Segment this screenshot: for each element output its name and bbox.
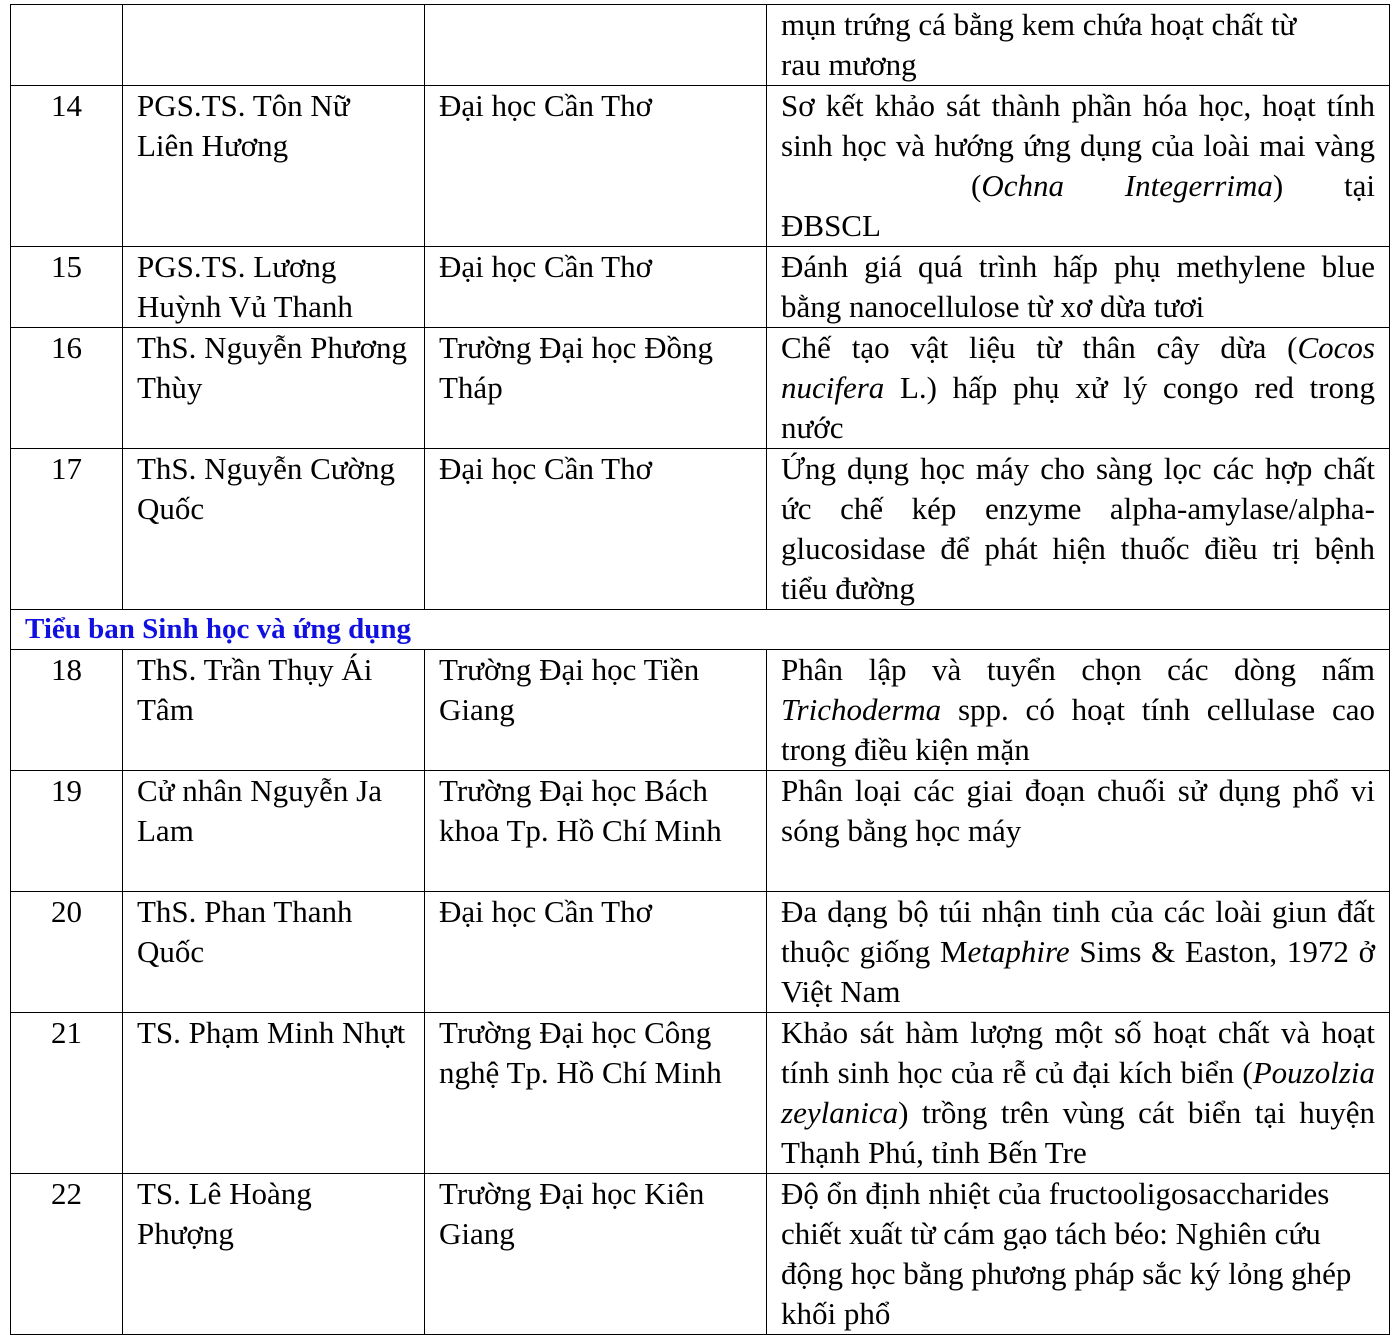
- cell-title: Đa dạng bộ túi nhận tinh của các loài giun đất thuộc giống Metaphire Sims & Easton, 1972 ở Việt Nam: [767, 892, 1390, 1013]
- presentation-table: [10, 4, 1390, 1335]
- table-row: [11, 1174, 1390, 1335]
- cell-presenter: ThS. Phan Thanh Quốc: [123, 892, 425, 1013]
- table-row: [11, 328, 1390, 449]
- cell-title: Khảo sát hàm lượng một số hoạt chất và hoạt tính sinh học của rễ củ đại kích biển (Pouzolzia zeylanica) trồng trên vùng cát biển tại huyện Thạnh Phú, tỉnh Bến Tre: [767, 1013, 1390, 1174]
- cell-institution: Trường Đại học Công nghệ Tp. Hồ Chí Minh: [425, 1013, 767, 1174]
- cell-presenter: ThS. Trần Thụy Ái Tâm: [123, 650, 425, 771]
- cell-institution: Trường Đại học Kiên Giang: [425, 1174, 767, 1335]
- species-name: etaphire: [967, 934, 1070, 969]
- cell-number: 14: [11, 86, 123, 247]
- table-row: [11, 86, 1390, 247]
- cell-title: Ứng dụng học máy cho sàng lọc các hợp chất ức chế kép enzyme alpha-amylase/alpha-glucosidase để phát hiện thuốc điều trị bệnh tiểu đường: [767, 449, 1390, 610]
- species-name: Pouzolzia zeylanica: [781, 1055, 1375, 1130]
- cell-institution: Trường Đại học Đồng Tháp: [425, 328, 767, 449]
- cell-institution: Trường Đại học Bách khoa Tp. Hồ Chí Minh: [425, 771, 767, 892]
- cell-number: 16: [11, 328, 123, 449]
- cell-title: Chế tạo vật liệu từ thân cây dừa (Cocos nucifera L.) hấp phụ xử lý congo red trong nước: [767, 328, 1390, 449]
- cell-number: 15: [11, 247, 123, 328]
- cell-presenter: PGS.TS. Tôn Nữ Liên Hương: [123, 86, 425, 247]
- species-name: Trichoderma: [781, 692, 942, 727]
- cell-title: Phân loại các giai đoạn chuối sử dụng phổ vi sóng bằng học máy: [767, 771, 1390, 892]
- cell-title: Độ ổn định nhiệt của fructooligosaccharides chiết xuất từ cám gạo tách béo: Nghiên cứu động học bằng phương pháp sắc ký lỏng ghép khối phổ: [767, 1174, 1390, 1335]
- species-name: Cocos nucifera: [781, 330, 1375, 405]
- cell-presenter: TS. Phạm Minh Nhựt: [123, 1013, 425, 1174]
- cell-title: Sơ kết khảo sát thành phần hóa học, hoạt tính sinh học và hướng ứng dụng của loài mai vàng (Ochna Integerrima) tại ĐBSCL: [767, 86, 1390, 247]
- cell-presenter: ThS. Nguyễn Cường Quốc: [123, 449, 425, 610]
- cell-institution: [425, 5, 767, 86]
- table-row: [11, 1013, 1390, 1174]
- cell-presenter: TS. Lê Hoàng Phượng: [123, 1174, 425, 1335]
- cell-number: 18: [11, 650, 123, 771]
- cell-presenter: Cử nhân Nguyễn Ja Lam: [123, 771, 425, 892]
- title-line: rau mương: [781, 47, 917, 82]
- cell-title: Đánh giá quá trình hấp phụ methylene blue bằng nanocellulose từ xơ dừa tươi: [767, 247, 1390, 328]
- cell-institution: Đại học Cần Thơ: [425, 86, 767, 247]
- table-row: [11, 650, 1390, 771]
- table-row: [11, 771, 1390, 892]
- cell-number: 21: [11, 1013, 123, 1174]
- table-row: [11, 892, 1390, 1013]
- cell-institution: Đại học Cần Thơ: [425, 449, 767, 610]
- section-header-row: [11, 610, 1390, 650]
- cell-institution: Đại học Cần Thơ: [425, 892, 767, 1013]
- cell-number: 20: [11, 892, 123, 1013]
- cell-institution: Trường Đại học Tiền Giang: [425, 650, 767, 771]
- title-line: mụn trứng cá bằng kem chứa hoạt chất từ: [781, 7, 1297, 42]
- cell-institution: Đại học Cần Thơ: [425, 247, 767, 328]
- table-row-continuation: [11, 5, 1390, 86]
- cell-number: [11, 5, 123, 86]
- table-row: [11, 449, 1390, 610]
- cell-number: 17: [11, 449, 123, 610]
- cell-presenter: PGS.TS. Lương Huỳnh Vủ Thanh: [123, 247, 425, 328]
- cell-title: Phân lập và tuyển chọn các dòng nấm Trichoderma spp. có hoạt tính cellulase cao trong điều kiện mặn: [767, 650, 1390, 771]
- species-name: Ochna Integerrima: [981, 168, 1273, 203]
- section-title: Tiểu ban Sinh học và ứng dụng: [11, 610, 1390, 650]
- cell-title: [767, 5, 1390, 86]
- cell-number: 19: [11, 771, 123, 892]
- cell-presenter: [123, 5, 425, 86]
- table-row: [11, 247, 1390, 328]
- cell-number: 22: [11, 1174, 123, 1335]
- cell-presenter: ThS. Nguyễn Phương Thùy: [123, 328, 425, 449]
